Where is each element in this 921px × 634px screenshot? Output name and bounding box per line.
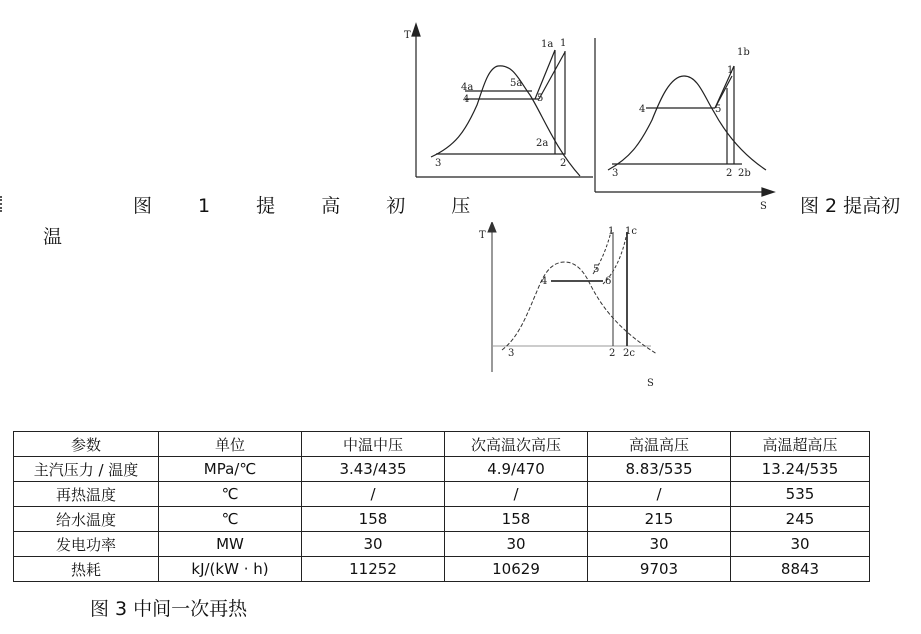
fig1-point-2a: 2a bbox=[536, 138, 549, 149]
fig3-point-6: 6 bbox=[605, 276, 612, 287]
table-cell: 8843 bbox=[731, 557, 870, 582]
table-cell: ℃ bbox=[159, 507, 302, 532]
table-cell: 11252 bbox=[302, 557, 445, 582]
header-cell: 次高温次高压 bbox=[445, 432, 588, 457]
table-row bbox=[14, 457, 870, 482]
table-cell: 发电功率 bbox=[14, 532, 159, 557]
table-cell: 30 bbox=[302, 532, 445, 557]
header-cell: 中温中压 bbox=[302, 432, 445, 457]
fig3-point-3: 3 bbox=[508, 348, 515, 359]
table-cell: 热耗 bbox=[14, 557, 159, 582]
fig3-point-1c: 1c bbox=[625, 226, 637, 237]
table-cell: 30 bbox=[588, 532, 731, 557]
table-header-row bbox=[14, 432, 870, 457]
table-cell: 给水温度 bbox=[14, 507, 159, 532]
figure-3-ts-diagram bbox=[475, 222, 665, 390]
table-cell: 158 bbox=[445, 507, 588, 532]
parameter-table bbox=[13, 431, 870, 582]
left-edge-mark bbox=[0, 196, 4, 212]
header-cell: 参数 bbox=[14, 432, 159, 457]
fig3-point-2: 2 bbox=[609, 348, 616, 359]
fig2-point-3: 3 bbox=[612, 168, 619, 179]
table-cell: 4.9/470 bbox=[445, 457, 588, 482]
fig3-axis-t-label: T bbox=[479, 230, 486, 241]
table-cell: ℃ bbox=[159, 482, 302, 507]
fig1-point-5: 5 bbox=[537, 93, 544, 104]
table-cell: 13.24/535 bbox=[731, 457, 870, 482]
fig2-point-4: 4 bbox=[639, 104, 646, 115]
fig1-point-1a: 1a bbox=[541, 39, 554, 50]
table-cell: 535 bbox=[731, 482, 870, 507]
table-row bbox=[14, 557, 870, 582]
fig2-point-5: 5 bbox=[715, 104, 722, 115]
figure-1-ts-diagram bbox=[395, 20, 595, 182]
table-cell: 30 bbox=[731, 532, 870, 557]
table-cell: 215 bbox=[588, 507, 731, 532]
figure-1-caption: 图 1 提 高 初 压 bbox=[133, 195, 491, 217]
table-cell: 10629 bbox=[445, 557, 588, 582]
fig1-point-2: 2 bbox=[560, 158, 567, 169]
table-cell: / bbox=[588, 482, 731, 507]
table-cell: kJ/(kW · h) bbox=[159, 557, 302, 582]
fig2-point-2: 2 bbox=[726, 168, 733, 179]
fig1-point-4a: 4a bbox=[461, 82, 474, 93]
fig2-point-1b: 1b bbox=[737, 47, 750, 58]
fig1-point-3: 3 bbox=[435, 158, 442, 169]
fig3-point-4: 4 bbox=[541, 276, 548, 287]
fig1-point-1: 1 bbox=[560, 38, 567, 49]
fig3-axis-s-label: S bbox=[647, 378, 654, 389]
table-cell: / bbox=[445, 482, 588, 507]
fig3-point-5: 5 bbox=[593, 264, 600, 275]
table-cell: 主汽压力 / 温度 bbox=[14, 457, 159, 482]
fig3-point-1: 1 bbox=[608, 226, 615, 237]
fig2-point-2b: 2b bbox=[738, 168, 751, 179]
table-cell: 30 bbox=[445, 532, 588, 557]
figure-1-caption-wrap: 温 bbox=[43, 226, 63, 248]
fig3-point-2c: 2c bbox=[623, 348, 635, 359]
fig1-point-5a: 5a bbox=[510, 78, 523, 89]
table-cell: 8.83/535 bbox=[588, 457, 731, 482]
fig1-axis-t-label: T bbox=[404, 30, 411, 41]
fig2-point-1: 1 bbox=[727, 65, 734, 76]
fig1-point-4: 4 bbox=[463, 94, 470, 105]
fig2-axis-s-label: S bbox=[760, 201, 767, 210]
table-cell: 245 bbox=[731, 507, 870, 532]
table-cell: / bbox=[302, 482, 445, 507]
table-row bbox=[14, 482, 870, 507]
table-row bbox=[14, 532, 870, 557]
header-cell: 单位 bbox=[159, 432, 302, 457]
figure-2-ts-diagram bbox=[590, 38, 785, 210]
header-cell: 高温超高压 bbox=[731, 432, 870, 457]
figure-3-caption: 图 3 中间一次再热 bbox=[90, 598, 248, 620]
header-cell: 高温高压 bbox=[588, 432, 731, 457]
table-cell: MPa/℃ bbox=[159, 457, 302, 482]
table-cell: 3.43/435 bbox=[302, 457, 445, 482]
figure-2-caption: 图 2 提高初 bbox=[800, 195, 901, 217]
table-cell: 再热温度 bbox=[14, 482, 159, 507]
table-row bbox=[14, 507, 870, 532]
table-cell: 158 bbox=[302, 507, 445, 532]
table-cell: MW bbox=[159, 532, 302, 557]
table-cell: 9703 bbox=[588, 557, 731, 582]
